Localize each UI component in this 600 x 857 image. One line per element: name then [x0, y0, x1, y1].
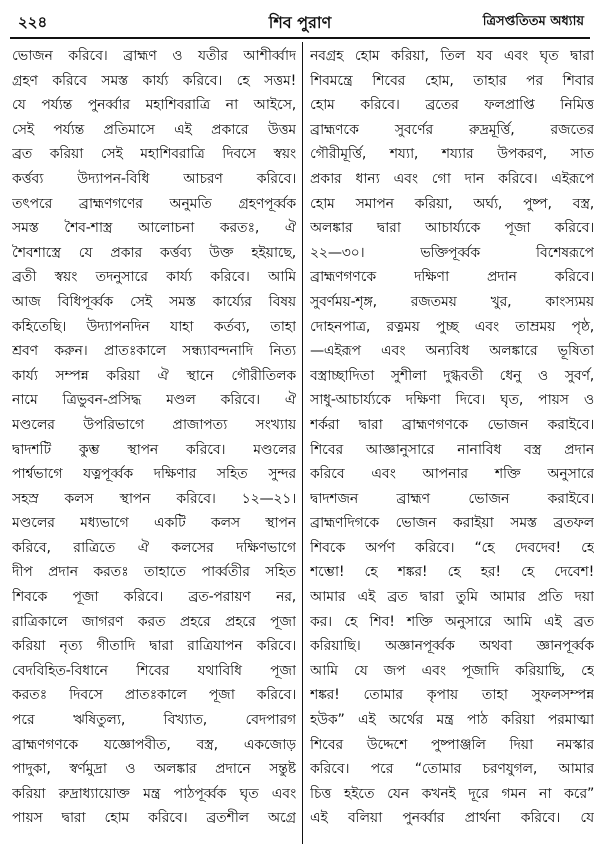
right-column — [310, 44, 594, 831]
text-line: আমার এই ব্রত দ্বারা তুমি আমার প্রতি দয়া — [310, 589, 594, 606]
text-line: দীপ প্রদান করতঃ তাহাতে পার্ব্বতীর সহিত — [12, 564, 296, 581]
text-line: ব্রাহ্মণগণকে দক্ষিণা প্রদান করিবে। — [310, 269, 594, 286]
text-line: ব্রাহ্মণগণকে যজ্ঞোপবীত, বস্ত্র, একজোড় — [12, 736, 296, 753]
text-line: শ্রবণ করুন। প্রাতঃকালে সন্ধ্যাবন্দনাদি নিত্য — [12, 343, 296, 360]
text-line: সহস্র কলস স্থাপন করিবে। ১২—২১। — [12, 490, 296, 507]
page-number: ২২৪ — [18, 13, 48, 31]
text-line: অলঙ্কার দ্বারা আচার্য্যকে পূজা করিবে। — [310, 220, 594, 237]
text-line: ভোজন করিবে। ব্রাহ্মণ ও যতীর আশীর্ব্বাদ — [12, 48, 296, 64]
left-column — [12, 44, 296, 831]
text-line: পাদুকা, স্বর্ণমুদ্রা ও অলঙ্কার প্রদানে সন্তুষ্ট — [12, 761, 296, 778]
text-line: শর্করা দ্বারা ব্রাহ্মণগণকে ভোজন করাইবে। — [310, 416, 594, 433]
text-line: পরে ঋষিতুল্য, বিখ্যাত, বেদপারগ — [12, 712, 296, 729]
text-line: প্রকার ধান্য এবং গো দান করিবে। এইরূপে — [310, 170, 594, 187]
text-line: আমি যে জপ এবং পূজাদি করিয়াছি, হে — [310, 662, 594, 679]
text-line: কর্ত্তব্য উদ্যাপন-বিধি আচরণ করিবে। — [12, 170, 296, 187]
text-line: সাধু-আচার্য্যকে দক্ষিণা দিবে। ঘৃত, পায়স ও — [310, 392, 594, 409]
text-line: ব্রত করিয়া সেই মহাশিবরাত্রি দিবসে স্বয়ং — [12, 146, 296, 163]
page-header — [10, 8, 590, 34]
text-line: নামে ত্রিভুবন-প্রসিদ্ধ মণ্ডল করিবে। ঐ — [12, 392, 296, 409]
text-line: করিয়া রুদ্রাধ্যায়োক্ত মন্ত্র পাঠপূর্ব্বক ঘৃত এবং — [12, 785, 296, 802]
text-line: শিবকে অর্পণ করিবে। “হে দেবদেব! হে — [310, 539, 594, 556]
text-line: পায়স দ্বারা হোম করিবে। ব্রতশীল অগ্রে — [12, 810, 296, 827]
text-line: গ্রহণ করিবে সমস্ত কার্য্য করিবে। হে সত্তম! — [12, 72, 296, 89]
text-line: এই বলিয়া পুনর্ব্বার প্রার্থনা করিবে। যে — [310, 810, 594, 827]
text-line: যে পর্য্যন্ত পুনর্ব্বার মহাশিবরাত্রি না আইসে, — [12, 97, 296, 114]
text-line: পার্শ্বভাগে যত্নপূর্ব্বক দক্ষিণার সহিত সুন্দর — [12, 466, 296, 483]
text-line: দোহনপাত্র, রত্নময় পুচ্ছ এবং তাম্রময় পৃষ্ঠ, — [310, 318, 594, 335]
text-line: কার্য্য সম্পন্ন করিয়া ঐ স্থানে গৌরীতিলক — [12, 367, 296, 384]
text-line: ব্রতী স্বয়ং তদনুসারে কার্য্য করিবে। আমি — [12, 269, 296, 286]
text-line: ২২—৩০। ভক্তিপূর্ব্বক বিশেষরূপে — [310, 244, 594, 261]
text-line: সেই পর্য্যন্ত প্রতিমাসে এই প্রকারে উত্তম — [12, 121, 296, 138]
text-line: শৈবশাস্ত্রে যে প্রকার কর্ত্তব্য উক্ত হইয়াছে, — [12, 244, 296, 261]
text-line: আজ বিধিপূর্ব্বক সেই সমস্ত কার্য্যের বিষয় — [12, 293, 296, 310]
text-line: শিবের উদ্দেশে পুষ্পাঞ্জলি দিয়া নমস্কার — [310, 736, 594, 753]
text-line: হোম করিবে। ব্রতের ফলপ্রাপ্তি নিমিত্ত — [310, 97, 594, 114]
text-line: করিয়াছি। অজ্ঞানপূর্ব্বক অথবা জ্ঞানপূর্ব্বক — [310, 638, 594, 655]
text-line: —এইরূপ এবং অন্যবিধ অলঙ্কারে ভূষিতা — [310, 343, 594, 360]
text-line: হোম সমাপন করিয়া, অর্ঘ্য, পুষ্প, বস্ত্র, — [310, 195, 594, 212]
text-line: করিবে। পরে “তোমার চরণযুগল, আমার — [310, 761, 594, 778]
text-line: ব্রাহ্মণদিগকে ভোজন করাইয়া সমস্ত ব্রতফল — [310, 515, 594, 532]
text-line: করিবে এবং আপনার শক্তি অনুসারে — [310, 466, 594, 483]
text-line: করতঃ দিবসে প্রাতঃকালে পূজা করিবে। — [12, 687, 296, 704]
text-line: কহিতেছি। উদ্যাপনদিন যাহা কর্তব্য, তাহা — [12, 318, 296, 335]
column-divider — [302, 42, 303, 844]
book-page — [10, 8, 594, 848]
text-line: মণ্ডলের মধ্যভাগে একটি কলস স্থাপন — [12, 515, 296, 532]
text-line: শম্ভো! হে শঙ্কর! হে হর! হে দেবেশ! — [310, 564, 594, 581]
text-line: চিত্ত হইতে যেন কখনই দূরে গমন না করে” — [310, 785, 594, 802]
text-line: শিবকে পূজা করিবে। ব্রত-পরায়ণ নর, — [12, 589, 296, 606]
text-line: বেদবিহিত-বিধানে শিবের যথাবিধি পূজা — [12, 662, 296, 679]
book-title: শিব পুরাণ — [268, 13, 332, 32]
text-line: হউক” এই অর্থের মন্ত্র পাঠ করিয়া পরমাত্মা — [310, 712, 594, 729]
text-line: দ্বাদশটি কুম্ভ স্থাপন করিবে। মণ্ডলের — [12, 441, 296, 458]
text-line: করিয়া নৃত্য গীতাদি দ্বারা রাত্রিযাপন করিবে। — [12, 638, 296, 655]
text-line: শিবমন্ত্রে শিবের হোম, তাহার পর শিবার — [310, 72, 594, 89]
text-line: করিবে, রাত্রিতে ঐ কলসের দক্ষিণভাগে — [12, 539, 296, 556]
text-line: তৎপরে ব্রাহ্মণগণের অনুমতি গ্রহণপূর্ব্বক — [12, 195, 296, 212]
header-rule — [10, 37, 590, 39]
text-line: নবগ্রহ হোম করিয়া, তিল যব এবং ঘৃত দ্বারা — [310, 48, 594, 64]
text-line: দ্বাদশজন ব্রাহ্মণ ভোজন করাইবে। — [310, 490, 594, 507]
text-line: মণ্ডলের উপরিভাগে প্রাজাপত্য সংখ্যায় — [12, 416, 296, 433]
text-line: রাত্রিকালে জাগরণ করত প্রহরে প্রহরে পূজা — [12, 613, 296, 630]
text-line: বস্ত্রাচ্ছাদিতা সুশীলা দুগ্ধবতী ধেনু ও সুবর্ণ, — [310, 367, 594, 384]
text-line: গৌরীমূর্ত্তি, শয্যা, শয্যার উপকরণ, সাত — [310, 146, 594, 163]
text-line: সুবর্ণময়-শৃঙ্গ, রজতময় খুর, কাংস্যময় — [310, 293, 594, 310]
chapter-title: ত্রিসপ্ততিতম অধ্যায় — [482, 14, 584, 29]
text-line: শঙ্কর! তোমার কৃপায় তাহা সুফলসম্পন্ন — [310, 687, 594, 704]
text-line: ব্রাহ্মণকে সুবর্ণের রুদ্রমূর্ত্তি, রজতের — [310, 121, 594, 138]
text-line: সমস্ত শৈব-শাস্ত্র আলোচনা করতঃ, ঐ — [12, 220, 296, 237]
text-line: কর। হে শিব! শক্তি অনুসারে আমি এই ব্রত — [310, 613, 594, 630]
text-line: শিবের আজ্ঞানুসারে নানাবিধ বস্ত্র প্রদান — [310, 441, 594, 458]
